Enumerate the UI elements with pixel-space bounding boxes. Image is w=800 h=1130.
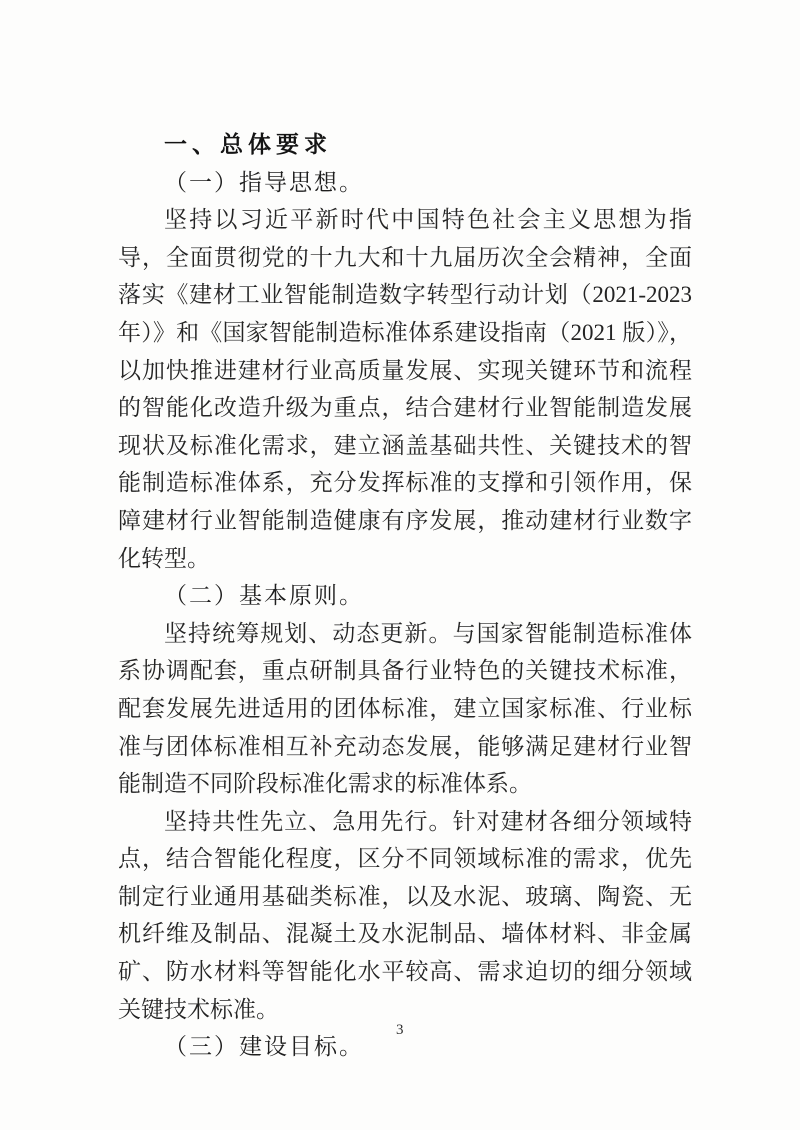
document-body bbox=[118, 126, 692, 1066]
page-number: 3 bbox=[396, 1022, 404, 1038]
paragraph-guiding-ideology: 坚持以习近平新时代中国特色社会主义思想为指导，全面贯彻党的十九大和十九届历次全会精神，全面落实《建材工业智能制造数字转型行动计划（2021-2023 年）》和《国家智能制造标准体系建设指南（2021 版）》，以加快推进建材行业高质量发展、实现关键环节和流程的智能化改造升级为重点，结合建材行业智能制造发展现状及标准化需求，建立涵盖基础共性、关键技术的智能制造标准体系，充分发挥标准的支撑和引领作用，保障建材行业智能制造健康有序发展，推动建材行业数字化转型。 bbox=[118, 207, 692, 571]
paragraph-basic-principles-priority: 坚持共性先立、急用先行。针对建材各细分领域特点，结合智能化程度，区分不同领域标准的需求，优先制定行业通用基础类标准，以及水泥、玻璃、陶瓷、无机纤维及制品、混凝土及水泥制品、墙体材料、非金属矿、防水材料等智能化水平较高、需求迫切的细分领域关键技术标准。 bbox=[118, 808, 692, 1022]
subsection-heading-basic-principles: （二）基本原则。 bbox=[164, 583, 364, 609]
subsection-heading-construction-goals: （三）建设目标。 bbox=[164, 1034, 364, 1060]
paragraph-basic-principles-planning: 坚持统筹规划、动态更新。与国家智能制造标准体系协调配套，重点研制具备行业特色的关键技术标准，配套发展先进适用的团体标准，建立国家标准、行业标准与团体标准相互补充动态发展，能够满足建材行业智能制造不同阶段标准化需求的标准体系。 bbox=[118, 620, 692, 797]
section-heading-overall-requirements: 一、总体要求 bbox=[164, 131, 332, 157]
subsection-heading-guiding-ideology: （一）指导思想。 bbox=[164, 169, 364, 195]
